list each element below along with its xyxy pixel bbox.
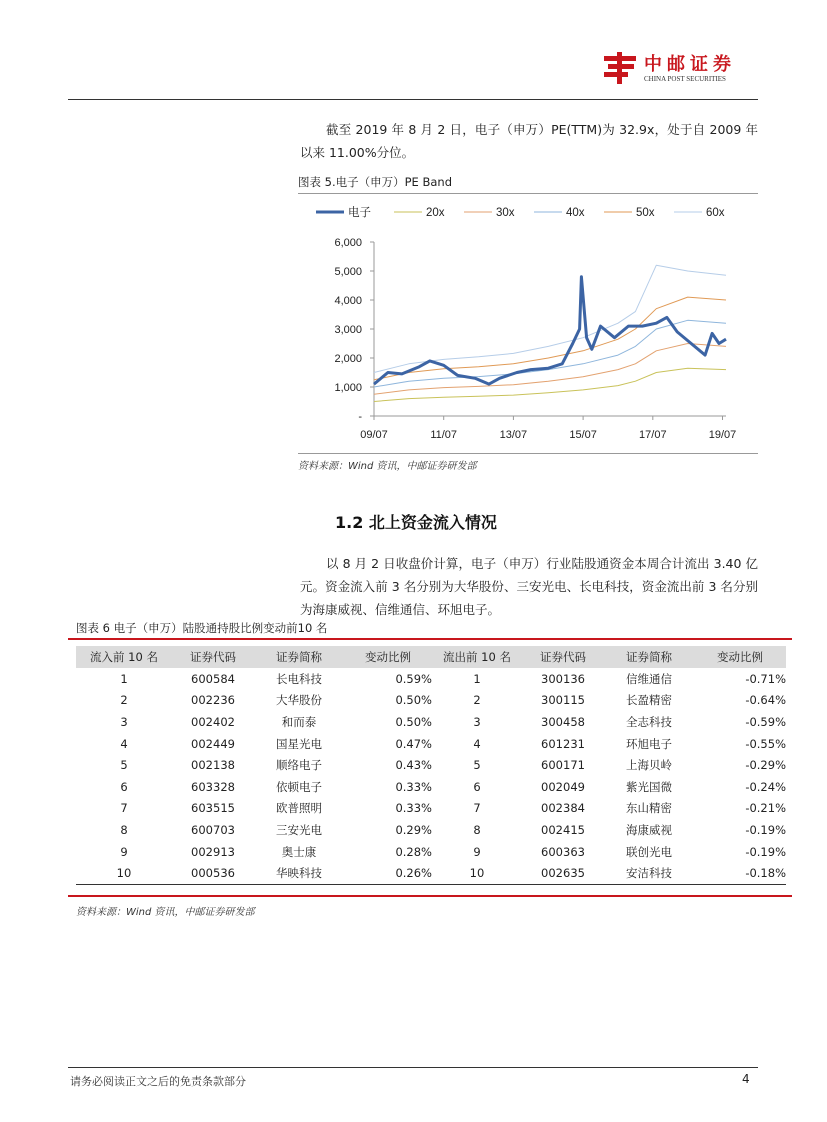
series-line-电子 [374, 277, 726, 384]
series-line-60x [374, 265, 726, 372]
table-cell: 上海贝岭 [626, 758, 672, 773]
table-cell: 300136 [541, 671, 585, 686]
x-tick-label: 09/07 [360, 429, 388, 441]
table-cell: 华映科技 [254, 862, 344, 884]
table-row [76, 711, 786, 733]
table-cell: -0.21% [745, 801, 786, 816]
col-header: 变动比例 [694, 646, 786, 668]
table-cell: 8 [473, 822, 481, 837]
table-row [76, 733, 786, 755]
table-cell: 3 [120, 714, 128, 729]
table-header-row [76, 646, 786, 668]
figure5-source: 资料来源：Wind 资讯，中邮证券研发部 [298, 461, 477, 472]
footer-divider [68, 1067, 758, 1068]
table-cell: 0.47% [395, 736, 432, 751]
col-header: 流入前 10 名 [76, 646, 172, 668]
table-cell: 长电科技 [276, 671, 322, 686]
table-cell: 依顿电子 [276, 779, 322, 794]
table-cell: 4 [120, 736, 128, 751]
table-cell: 7 [120, 801, 128, 816]
table-cell: 7 [473, 801, 481, 816]
table-cell: 长盈精密 [626, 693, 672, 708]
y-tick-label: 4,000 [334, 295, 362, 307]
table-row [76, 862, 786, 884]
table-cell: 600584 [191, 671, 235, 686]
legend-label: 60x [706, 207, 725, 219]
table-cell: 海康威视 [626, 822, 672, 837]
col-header: 证券简称 [254, 646, 344, 668]
table-cell: 000536 [172, 862, 254, 884]
footer-disclaimer: 请务必阅读正文之后的免责条款部分 [70, 1075, 246, 1088]
series-line-40x [374, 320, 726, 387]
y-tick-label: 5,000 [334, 266, 362, 278]
table-cell: 002402 [191, 714, 235, 729]
chart-legend [316, 205, 725, 219]
table-cell: 9 [473, 844, 481, 859]
legend-label: 电子 [348, 207, 371, 219]
table-cell: 1 [120, 671, 128, 686]
col-header: 证券代码 [172, 646, 254, 668]
table-cell: 10 [432, 862, 522, 884]
table-cell: 0.33% [395, 779, 432, 794]
table-cell: 和而泰 [281, 714, 317, 729]
table-row [76, 754, 786, 776]
table-cell: 0.43% [395, 758, 432, 773]
table-cell: 600703 [191, 822, 235, 837]
table-cell: 300115 [541, 693, 585, 708]
y-tick-label: 3,000 [334, 324, 362, 336]
table-cell: -0.71% [745, 671, 786, 686]
table-cell: 东山精密 [626, 801, 672, 816]
figure6-source: 资料来源：Wind 资讯，中邮证券研发部 [76, 907, 255, 918]
legend-label: 50x [636, 207, 655, 219]
figure5-source-divider [298, 453, 758, 454]
table-row [76, 819, 786, 841]
brand-name: 中邮证券 [644, 54, 736, 75]
table-cell: -0.19% [745, 844, 786, 859]
brand-name-en: CHINA POST SECURITIES [644, 75, 726, 83]
section-title: 1.2 北上资金流入情况 [335, 513, 497, 532]
figure6-title: 图表 6 电子（申万）陆股通持股比例变动前10 名 [76, 621, 328, 635]
table-cell: -0.29% [745, 758, 786, 773]
y-tick-label: - [358, 411, 362, 423]
pe-band-chart [298, 196, 758, 450]
table-cell: 奥士康 [281, 844, 317, 859]
table-cell: -0.19% [745, 822, 786, 837]
table-cell: 603515 [191, 801, 235, 816]
table-cell: 0.29% [395, 822, 432, 837]
table-top-rule [68, 638, 792, 640]
table-cell: 0.28% [395, 844, 432, 859]
northbound-paragraph: 以 8 月 2 日收盘价计算，电子（申万）行业陆股通资金本周合计流出 3.40 亿元。资金流入前 3 名分别为大华股份、三安光电、长电科技，资金流出前 3 名分别为海康威视、信维通信、环旭电子。 [300, 556, 758, 617]
table-cell: 信维通信 [626, 671, 672, 686]
series-line-20x [374, 368, 726, 401]
x-tick-label: 11/07 [430, 429, 458, 441]
col-header: 流出前 10 名 [432, 646, 522, 668]
y-tick-label: 1,000 [334, 382, 362, 394]
table-cell: 环旭电子 [626, 736, 672, 751]
table-cell: 全志科技 [626, 714, 672, 729]
figure5-divider [298, 193, 758, 194]
table-row [76, 690, 786, 712]
table-cell: 2 [473, 693, 481, 708]
table-cell: 8 [120, 822, 128, 837]
table-cell: 002049 [541, 779, 585, 794]
table-cell: 2 [120, 693, 128, 708]
table-cell: 大华股份 [276, 693, 322, 708]
table-cell: -0.18% [694, 862, 786, 884]
x-tick-label: 15/07 [569, 429, 597, 441]
legend-label: 30x [496, 207, 515, 219]
table-row [76, 798, 786, 820]
table-cell: 600363 [541, 844, 585, 859]
table-cell: 0.50% [395, 714, 432, 729]
table-cell: 300458 [541, 714, 585, 729]
table-cell: 002635 [522, 862, 604, 884]
table-cell: 联创光电 [626, 844, 672, 859]
pe-summary-paragraph: 截至 2019 年 8 月 2 日，电子（申万）PE(TTM)为 32.9x，处于自 2009 年以来 11.00%分位。 [300, 122, 758, 160]
table-cell: 002384 [541, 801, 585, 816]
table-cell: 3 [473, 714, 481, 729]
table-cell: 601231 [541, 736, 585, 751]
table-cell: 三安光电 [276, 822, 322, 837]
table-cell: 600171 [541, 758, 585, 773]
table-cell: 0.33% [395, 801, 432, 816]
y-tick-label: 6,000 [334, 237, 362, 249]
legend-label: 20x [426, 207, 445, 219]
table-cell: 9 [120, 844, 128, 859]
table-cell: 10 [76, 862, 172, 884]
table-cell: 0.50% [395, 693, 432, 708]
x-tick-label: 17/07 [639, 429, 667, 441]
table-cell: 0.26% [344, 862, 432, 884]
table-cell: 603328 [191, 779, 235, 794]
table-cell: -0.55% [745, 736, 786, 751]
table-cell: 国星光电 [276, 736, 322, 751]
col-header: 证券代码 [522, 646, 604, 668]
table-cell: 5 [120, 758, 128, 773]
table-cell: 6 [120, 779, 128, 794]
figure5-title: 图表 5.电子（申万）PE Band [298, 175, 453, 189]
table-cell: -0.24% [745, 779, 786, 794]
table-cell: 6 [473, 779, 481, 794]
table-cell: 002236 [191, 693, 235, 708]
table-row [76, 776, 786, 798]
table-cell: 安洁科技 [604, 862, 694, 884]
legend-label: 40x [566, 207, 585, 219]
table-cell: 002415 [541, 822, 585, 837]
page-number: 4 [742, 1072, 750, 1086]
x-tick-label: 13/07 [499, 429, 528, 441]
table-cell: 欧普照明 [276, 801, 322, 816]
y-tick-label: 2,000 [334, 353, 362, 365]
x-tick-label: 19/07 [708, 429, 737, 441]
table-cell: 4 [473, 736, 481, 751]
col-header: 证券简称 [604, 646, 694, 668]
header-divider [68, 99, 758, 100]
table-row [76, 841, 786, 863]
china-post-emblem-icon [600, 48, 640, 88]
table-cell: 002138 [191, 758, 235, 773]
table-cell: 1 [473, 671, 481, 686]
table-cell: 0.59% [395, 671, 432, 686]
table-cell: -0.59% [745, 714, 786, 729]
table-cell: 002913 [191, 844, 235, 859]
table-bottom-rule [68, 895, 792, 897]
table-cell: 紫光国微 [626, 779, 672, 794]
col-header: 变动比例 [344, 646, 432, 668]
table-cell: 5 [473, 758, 481, 773]
brand-logo [600, 48, 760, 90]
table-cell: 顺络电子 [276, 758, 322, 773]
holdings-change-table [76, 646, 786, 885]
table-cell: -0.64% [745, 693, 786, 708]
table-row [76, 668, 786, 690]
table-cell: 002449 [191, 736, 235, 751]
